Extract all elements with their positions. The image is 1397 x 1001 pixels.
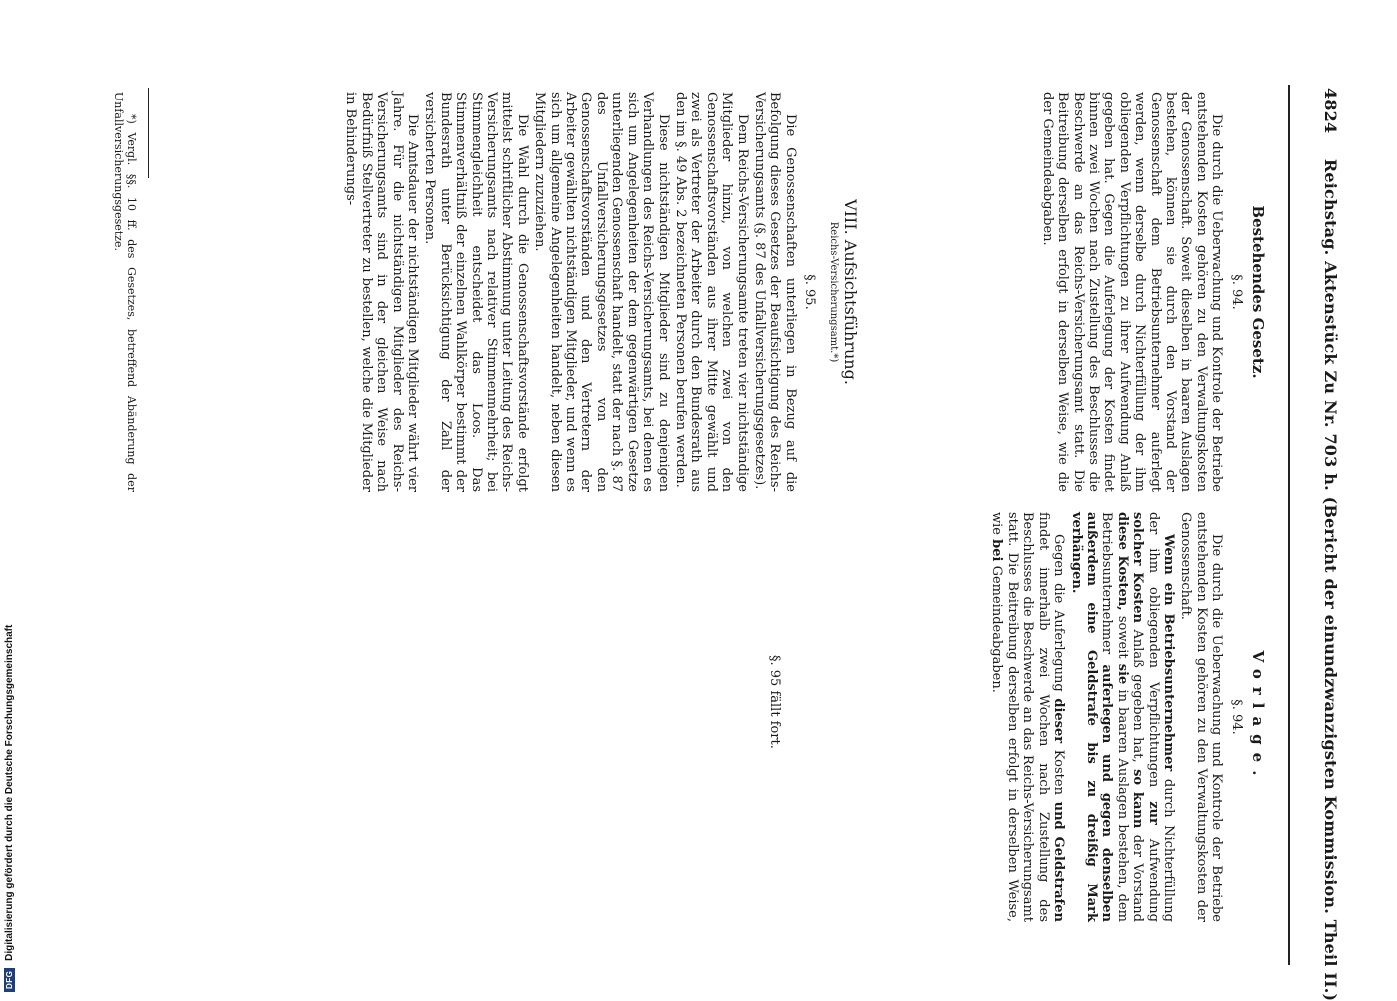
chapter-subtitle: Reichs-Versicherungsamt.*) <box>827 221 839 363</box>
left-section94-title: §. 94. <box>1228 274 1244 310</box>
section95-note-text: §. 95 fällt fort. <box>767 655 782 749</box>
right-p2-segment: durch Nichterfüllung der ihm obliegenden Verpflichtungen <box>1145 512 1176 922</box>
right-p3-segment: Gegen die Auferlegung <box>1051 534 1067 699</box>
footnote-rule <box>148 88 149 178</box>
left-column-chapter <box>343 92 858 492</box>
section95-para-5: Die Amtsdauer der nichtständigen Mitglieder währt vier Jahre. Für die nichtständigen Mitglieder des Reichs-Versicherungsamts sind in der gleichen Weise nach Bedürfniß Stellvertreter zu bestellen, welche die Mitglieder in Behinderungs- <box>343 92 421 492</box>
right-p2-segment: Aufwendung <box>1145 824 1161 923</box>
right-p2-segment: in baaren Auslagen bestehen, dem Betriebsunternehmer <box>1099 512 1130 923</box>
right-p2-segment: soweit <box>1114 610 1130 664</box>
right-p3-segment: bei <box>989 539 1005 562</box>
right-heading: Vorlage. <box>1249 650 1267 784</box>
right-section94-p1: Die durch die Ueberwachung und Kontrole der Betriebe entstehenden Kosten gehören zu den Verwaltungskosten der Genossenschaft. <box>1178 512 1225 922</box>
page-header <box>1321 88 1340 1001</box>
right-p3-segment: dieser <box>1051 698 1067 744</box>
right-p3-segment: findet innerhalb zwei Wochen nach Zustellung des Beschlusses die Beschwerde an das Reichs-Versicherungsamt statt. Die Beitreibung derselben erfolgt in derselben Weise, wie <box>989 512 1051 922</box>
footnote <box>112 92 138 492</box>
right-p2-segment: diese Kosten, <box>1114 512 1130 611</box>
section95-para-1: Die Genossenschaften unterliegen in Bezug auf die Befolgung dieses Gesetzes der Beaufsichtigung des Reichs-Versicherungsamts (§. 87 des Unfallversicherungsgesetzes). <box>751 92 798 492</box>
right-p3-segment: Kosten <box>1051 743 1067 802</box>
digitization-credit-text: Digitalisierung gefördert durch die Deutsche Forschungsgemeinschaft <box>4 624 15 961</box>
right-p2-segment: Anlaß gegeben hat, <box>1130 623 1146 770</box>
chapter-title: VIII. Aufsichtsführung. <box>841 199 860 385</box>
header-rule <box>1288 85 1290 965</box>
section95-removed-note <box>767 655 782 749</box>
section95-para-2: Dem Reichs-Versicherungsamte treten vier nichtständige Mitglieder hinzu, von welchen zwei von den Genossenschaftsvorständen aus ihrer Mitte gewählt und zwei als Vertreter der Arbeiter durch den Bundesrath aus den im §. 49 Abs. 2 bezeichneten Personen berufen werden. <box>672 92 750 492</box>
left-section94-text: Die durch die Ueberwachung und Kontrole der Betriebe entstehenden Kosten gehören zu den Verwaltungskosten der Genossenschaft. Soweit dieselben in baaren Auslagen bestehen, können sie durch den Vorstand der Genossenschaft dem Betriebsunternehmer auferlegt werden, wenn derselbe durch Nichterfüllung der ihm obliegenden Verpflichtungen zu ihrer Aufwendung Anlaß gegeben hat. Gegen die Auferlegung der Kosten findet binnen zwei Wochen nach Zustellung des Beschlusses die Beschwerde an das Reichs-Versicherungsamt statt. Die Beitreibung derselben erfolgt in derselben Weise, wie die der Gemeindeabgaben. <box>1039 92 1225 492</box>
right-section94-title: §. 94. <box>1228 699 1244 735</box>
section95-para-3: Diese nichtständigen Mitglieder sind zu denjenigen Verhandlungen des Reichs-Versicherungsamts, bei denen es sich um Angelegenheiten der dem gegenwärtigen Gesetze unterliegenden Genossenschaft handelt, statt der nach §. 87 des Unfallversicherungsgesetzes von den Genossenschaftsvorständen und den Vertretern der Arbeiter gewählten nichtständigen Mitglieder, und wenn es sich um allgemeine Angelegenheiten handelt, neben diesen Mitgliedern zuzuziehen. <box>532 92 671 492</box>
footnote-text: *) Vergl. §§. 10 ff. des Gesetzes, betreffend Abänderung der Unfallversicherungsgesetze. <box>112 92 138 492</box>
dfg-logo: DFG <box>4 968 15 992</box>
digitization-credit <box>4 625 15 992</box>
right-p2-segment: solcher Kosten <box>1130 512 1146 623</box>
right-p2-segment: zur <box>1145 801 1161 825</box>
left-section95-title: §. 95. <box>802 274 818 310</box>
right-p3-segment: Gemeindeabgaben. <box>989 561 1005 693</box>
right-p2-segment: sie <box>1114 663 1130 685</box>
left-column <box>1039 92 1265 492</box>
left-heading: Bestehendes Gesetz. <box>1249 205 1267 379</box>
right-p2-segment: Wenn ein Betriebsunternehmer <box>1160 534 1176 772</box>
right-section94-p3 <box>989 512 1066 922</box>
right-p2-segment: so kann <box>1130 769 1146 829</box>
page-number: 4824 <box>1321 88 1340 134</box>
right-p3-segment: und Geldstrafen <box>1051 801 1067 922</box>
right-p2-segment: der Vorstand <box>1130 828 1146 923</box>
section95-para-4: Die Wahl durch die Genossenschaftsvorstände erfolgt mittelst schriftlicher Abstimmung unter Leitung des Reichs-Versicherungsamts nach relativer Stimmenmehrheit; bei Stimmengleichheit entscheidet das Loos. Das Stimmenverhältniß der einzelnen Wahlkörper bestimmt der Bundesrath unter Berücksichtigung der Zahl der versicherten Personen. <box>422 92 530 492</box>
right-column <box>989 512 1265 922</box>
header-title: Reichstag. Aktenstück Zu Nr. 703 h. (Bericht der einundzwanzigsten Kommission. Theil II.) <box>1321 158 1340 1001</box>
right-section94-p2 <box>1068 512 1176 922</box>
right-p2-segment: auferlegen und gegen denselben außerdem eine Geldstrafe bis zu dreißig Mark verhängen. <box>1068 512 1115 922</box>
